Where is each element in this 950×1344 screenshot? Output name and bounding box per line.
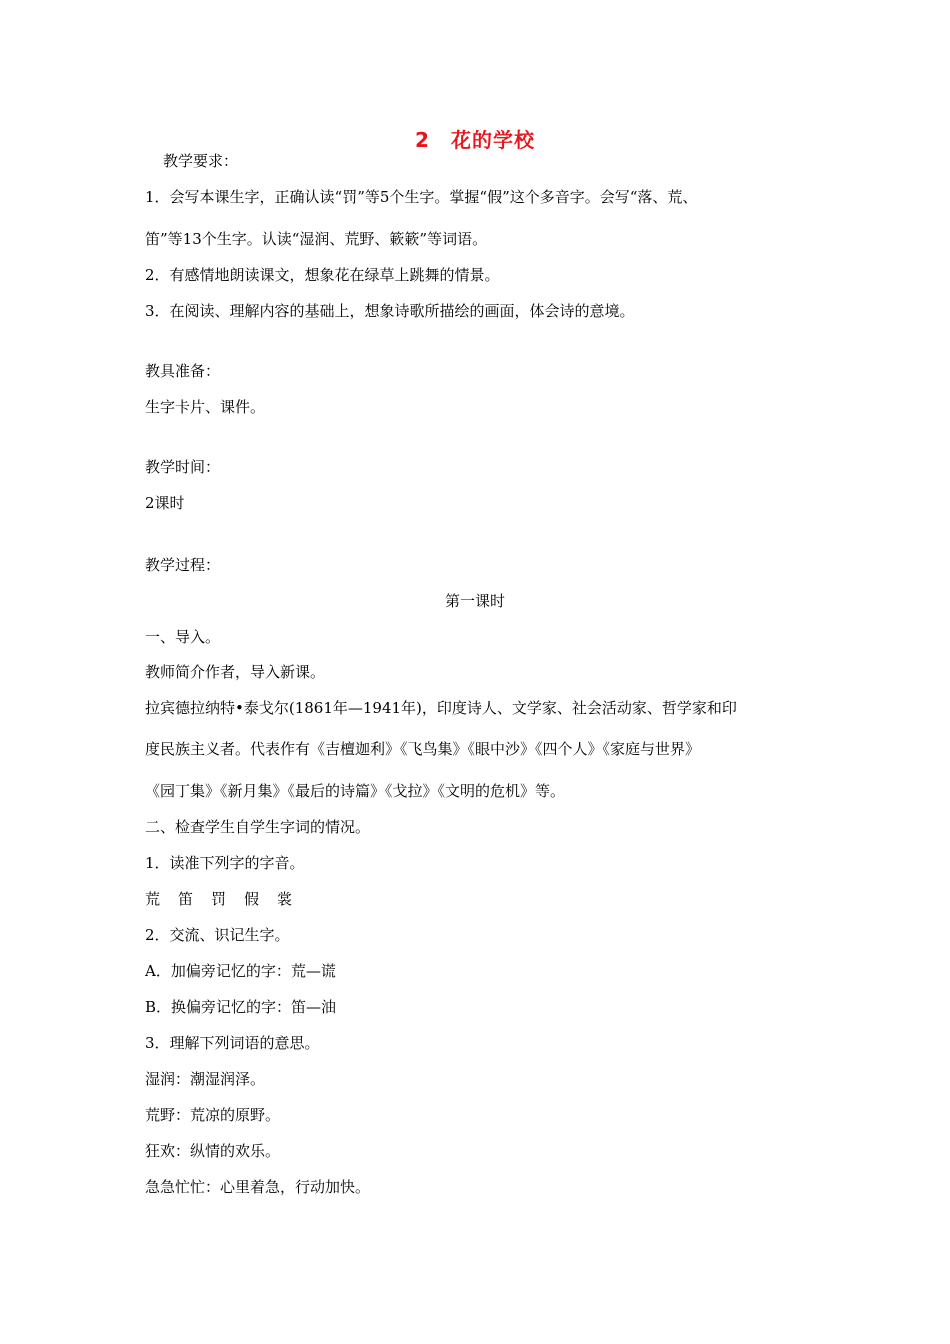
requirement-3: 3．在阅读、理解内容的基础上，想象诗歌所描绘的画面，体会诗的意境。 bbox=[145, 302, 635, 320]
tools-heading: 教具准备： bbox=[145, 362, 221, 380]
author-line-1: 拉宾德拉纳特•泰戈尔(1861年—1941年)，印度诗人、文学家、社会活动家、哲学家和印 bbox=[145, 699, 737, 717]
time-heading: 教学时间： bbox=[145, 458, 221, 476]
character-item: 罚 bbox=[211, 890, 227, 908]
step-2: 2．交流、识记生字。 bbox=[145, 926, 290, 944]
tools-content: 生字卡片、课件。 bbox=[145, 398, 266, 416]
word-definition: 狂欢：纵情的欢乐。 bbox=[145, 1142, 281, 1160]
process-heading: 教学过程： bbox=[145, 556, 221, 574]
character-item: 笛 bbox=[178, 890, 194, 908]
section-2-title: 二、检查学生自学生字词的情况。 bbox=[145, 818, 371, 836]
requirement-1-line-2: 笛”等13个生字。认读“湿润、荒野、簌簌”等词语。 bbox=[145, 230, 488, 248]
step-1: 1．读准下列字的字音。 bbox=[145, 854, 305, 872]
character-item: 假 bbox=[244, 890, 260, 908]
step-2-a: A．加偏旁记忆的字：荒—谎 bbox=[145, 962, 336, 980]
word-definition: 荒野：荒凉的原野。 bbox=[145, 1106, 281, 1124]
author-line-2: 度民族主义者。代表作有《吉檀迦利》《飞鸟集》《眼中沙》《四个人》《家庭与世界》 bbox=[145, 740, 701, 758]
step-3: 3．理解下列词语的意思。 bbox=[145, 1034, 320, 1052]
requirements-heading: 教学要求： bbox=[163, 152, 239, 170]
requirement-1-line-1: 1．会写本课生字，正确认读“罚”等5个生字。掌握“假”这个多音字。会写“落、荒、 bbox=[145, 188, 698, 206]
requirement-2: 2．有感情地朗读课文，想象花在绿草上跳舞的情景。 bbox=[145, 266, 500, 284]
section-1-title: 一、导入。 bbox=[145, 628, 221, 646]
page-title: 2 花的学校 bbox=[415, 128, 535, 152]
lesson-title: 第一课时 bbox=[444, 592, 505, 610]
word-definition: 湿润：潮湿润泽。 bbox=[145, 1070, 266, 1088]
step-2-b: B．换偏旁记忆的字：笛—油 bbox=[145, 998, 337, 1016]
character-list bbox=[145, 889, 310, 909]
time-content: 2课时 bbox=[145, 494, 185, 512]
author-line-3: 《园丁集》《新月集》《最后的诗篇》《戈拉》《文明的危机》等。 bbox=[145, 782, 566, 800]
character-item: 荒 bbox=[145, 890, 161, 908]
section-1-intro: 教师简介作者，导入新课。 bbox=[145, 663, 326, 681]
word-definition: 急急忙忙：心里着急，行动加快。 bbox=[145, 1178, 371, 1196]
character-item: 裳 bbox=[277, 890, 293, 908]
